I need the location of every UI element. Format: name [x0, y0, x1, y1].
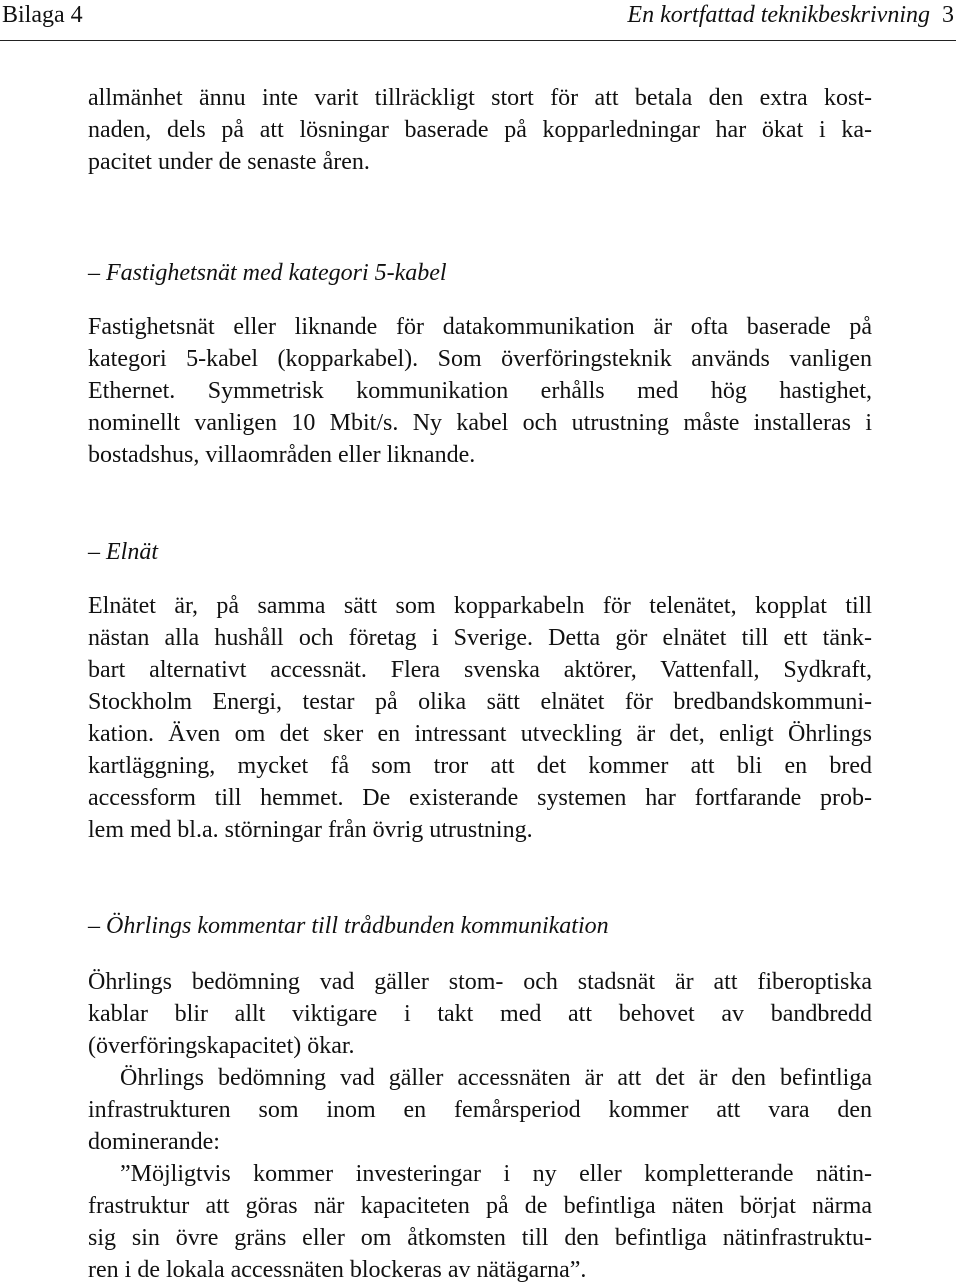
paragraph-elnat — [88, 590, 872, 846]
paragraph-fastighetsnat — [88, 311, 872, 471]
text-line: (överföringskapacitet) ökar. — [88, 1033, 355, 1059]
appendix-label: Bilaga 4 — [2, 2, 83, 28]
header-rule — [0, 40, 956, 41]
text-line: nästan alla hushåll och företag i Sverige. Detta gör elnätet till ett tänk- — [88, 625, 872, 651]
heading-text: Fastighetsnät med kategori 5-kabel — [106, 260, 447, 286]
text-line: infrastrukturen som inom en femårsperiod kommer att vara den — [88, 1097, 872, 1123]
header-right — [627, 0, 954, 30]
text-line: Stockholm Energi, testar på olika sätt elnätet för bredbandskommuni- — [88, 689, 872, 715]
paragraph-intro — [88, 82, 872, 178]
heading-text: Elnät — [106, 539, 158, 565]
text-line: ren i de lokala accessnäten blockeras av nätägarna”. — [88, 1257, 587, 1283]
text-line: lem med bl.a. störningar från övrig utrustning. — [88, 817, 533, 843]
page-number: 3 — [942, 2, 954, 28]
text-line: Öhrlings bedömning vad gäller accessnäten är att det är den befintliga — [120, 1065, 872, 1091]
paragraph-stomnat — [88, 966, 872, 1062]
text-line: ”Möjligtvis kommer investeringar i ny eller kompletterande nätin- — [120, 1161, 872, 1187]
text-line: sig sin övre gräns eller om åtkomsten till den befintliga nätinfrastruktu- — [88, 1225, 872, 1251]
text-line: nominellt vanligen 10 Mbit/s. Ny kabel och utrustning måste installeras i — [88, 410, 872, 436]
paragraph-accessnat — [88, 1062, 872, 1158]
text-line: Öhrlings bedömning vad gäller stom- och stadsnät är att fiberoptiska — [88, 969, 872, 995]
section-heading-kommentar: – Öhrlings kommentar till trådbunden kommunikation — [88, 913, 609, 939]
heading-text: Öhrlings kommentar till trådbunden kommunikation — [106, 913, 609, 939]
page-header — [0, 0, 956, 46]
text-line: pacitet under de senaste åren. — [88, 149, 370, 175]
text-line: kategori 5-kabel (kopparkabel). Som överföringsteknik används vanligen — [88, 346, 872, 372]
text-line: kation. Även om det sker en intressant utveckling är det, enligt Öhrlings — [88, 721, 872, 747]
text-line: allmänhet ännu inte varit tillräckligt stort för att betala den extra kost- — [88, 85, 872, 111]
text-line: kartläggning, mycket få som tror att det kommer att bli en bred — [88, 753, 872, 779]
text-line: Ethernet. Symmetrisk kommunikation erhålls med hög hastighet, — [88, 378, 872, 404]
text-line: kablar blir allt viktigare i takt med att behovet av bandbredd — [88, 1001, 872, 1027]
section-heading-fastighetsnat: – Fastighetsnät med kategori 5-kabel — [88, 260, 447, 286]
text-line: Fastighetsnät eller liknande för datakommunikation är ofta baserade på — [88, 314, 872, 340]
text-line: accessform till hemmet. De existerande systemen har fortfarande prob- — [88, 785, 872, 811]
paragraph-quote — [88, 1158, 872, 1286]
document-title: En kortfattad teknikbeskrivning — [627, 2, 930, 28]
text-line: Elnätet är, på samma sätt som kopparkabeln för telenätet, kopplat till — [88, 593, 872, 619]
section-heading-elnat: – Elnät — [88, 539, 158, 565]
text-line: bostadshus, villaområden eller liknande. — [88, 442, 476, 468]
text-line: dominerande: — [88, 1129, 220, 1155]
text-line: frastruktur att göras när kapaciteten på de befintliga näten börjat närma — [88, 1193, 872, 1219]
text-line: naden, dels på att lösningar baserade på kopparledningar har ökat i ka- — [88, 117, 872, 143]
text-line: bart alternativt accessnät. Flera svenska aktörer, Vattenfall, Sydkraft, — [88, 657, 872, 683]
